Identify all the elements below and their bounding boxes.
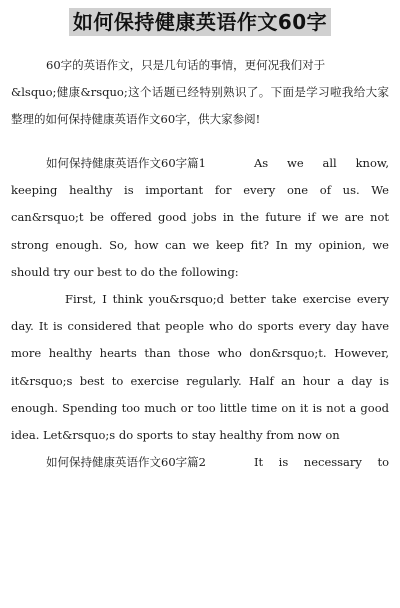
piece-2-lead: It is necessary to [253,455,389,470]
page-title: 如何保持健康英语作文60字 [69,8,331,36]
article-body [11,150,389,476]
piece-1-paragraph-1: keeping healthy is important for every one of us. We can&rsquo;t be offered good jobs in the future if we are not strong enough. So, how can we keep fit? In my opinion, we should try our best to do the following: [11,183,389,279]
intro-line-1: 60字的英语作文，只是几句话的事情，更何况我们对于 [46,58,326,72]
piece-2-heading [11,449,389,476]
piece-1-label: 如何保持健康英语作文60字篇1 [46,156,206,170]
intro-paragraph [11,52,389,134]
piece-1-heading [11,150,389,177]
intro-line-2: &lsquo;健康&rsquo;这个话题已经特别熟识了。下面是学习啦我给大家整理的如何保持健康英语作文60字，供大家参阅! [11,85,389,127]
title-wrap [0,8,400,36]
piece-1-lead: As we all know, [253,156,389,170]
piece-1-paragraph-2: First, I think you&rsquo;d better take exercise every day. It is considered that people who do sports every day have more healthy hearts than those who don&rsquo;t. However, it&rsquo;s best to exercise regularly. Half an hour a day is enough. Spending too much or too little time on it is not a good idea. Let&rsquo;s do sports to stay healthy from now on [11,292,389,443]
piece-2-label: 如何保持健康英语作文60字篇2 [46,455,206,470]
